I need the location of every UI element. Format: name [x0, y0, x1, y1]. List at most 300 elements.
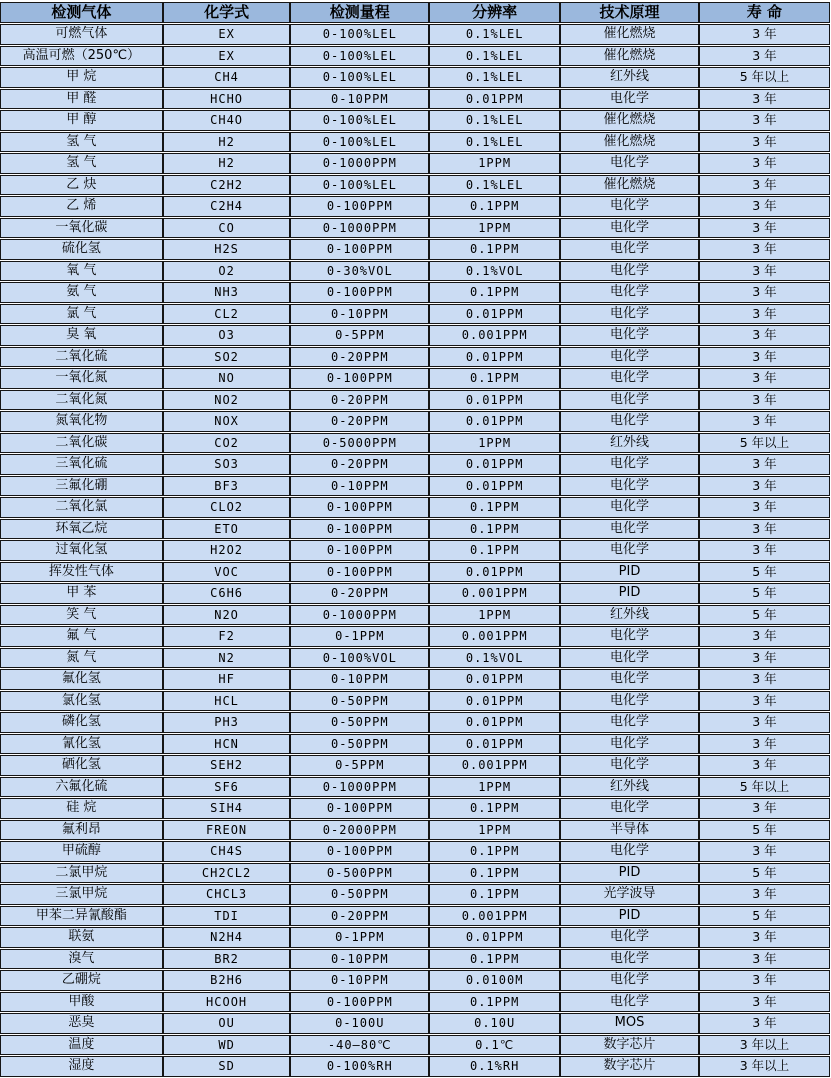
principle-cell: 电化学 [560, 626, 699, 647]
resolution-cell: 0.1%VOL [429, 261, 560, 282]
principle-cell: 电化学 [560, 669, 699, 690]
formula-cell: N2H4 [163, 927, 291, 948]
principle-cell: 催化燃烧 [560, 110, 699, 131]
range-cell: 0-1PPM [290, 626, 429, 647]
range-cell: 0-100PPM [290, 992, 429, 1013]
gas-sensor-spec-table [0, 1, 830, 1078]
gas-name-cell: 氟化氢 [0, 669, 163, 690]
life-cell: 3 年 [699, 196, 830, 217]
table-row [0, 884, 830, 905]
table-row [0, 454, 830, 475]
life-cell: 3 年 [699, 884, 830, 905]
gas-name-cell: 二氧化氮 [0, 390, 163, 411]
principle-cell: 电化学 [560, 648, 699, 669]
formula-cell: C2H4 [163, 196, 291, 217]
resolution-cell: 0.01PPM [429, 734, 560, 755]
life-cell: 3 年 [699, 1013, 830, 1034]
table-row [0, 218, 830, 239]
principle-cell: 催化燃烧 [560, 46, 699, 67]
resolution-cell: 0.0100M [429, 970, 560, 991]
formula-cell: EX [163, 46, 291, 67]
life-cell: 3 年 [699, 89, 830, 110]
life-cell: 3 年 [699, 841, 830, 862]
table-row [0, 841, 830, 862]
gas-name-cell: 高温可燃（250℃） [0, 46, 163, 67]
range-cell: 0-30%VOL [290, 261, 429, 282]
formula-cell: NO2 [163, 390, 291, 411]
life-cell: 3 年 [699, 261, 830, 282]
table-row [0, 261, 830, 282]
range-cell: 0-10PPM [290, 669, 429, 690]
table-row [0, 89, 830, 110]
range-cell: -40—80℃ [290, 1035, 429, 1056]
life-cell: 3 年 [699, 132, 830, 153]
principle-cell: 半导体 [560, 820, 699, 841]
principle-cell: 电化学 [560, 755, 699, 776]
table-row [0, 605, 830, 626]
table-row [0, 390, 830, 411]
resolution-cell: 0.001PPM [429, 755, 560, 776]
gas-name-cell: 氨 气 [0, 282, 163, 303]
principle-cell: 电化学 [560, 239, 699, 260]
resolution-cell: 0.1%RH [429, 1056, 560, 1077]
principle-cell: 电化学 [560, 970, 699, 991]
resolution-cell: 0.1PPM [429, 798, 560, 819]
resolution-cell: 0.1PPM [429, 992, 560, 1013]
range-cell: 0-100%RH [290, 1056, 429, 1077]
formula-cell: WD [163, 1035, 291, 1056]
principle-cell: 电化学 [560, 325, 699, 346]
life-cell: 3 年 [699, 325, 830, 346]
resolution-cell: 0.01PPM [429, 927, 560, 948]
principle-cell: 电化学 [560, 454, 699, 475]
table-row [0, 519, 830, 540]
principle-cell: 红外线 [560, 433, 699, 454]
life-cell: 3 年 [699, 949, 830, 970]
header-gas-name: 检测气体 [0, 2, 163, 23]
table-row [0, 970, 830, 991]
range-cell: 0-5PPM [290, 755, 429, 776]
range-cell: 0-10PPM [290, 304, 429, 325]
resolution-cell: 0.10U [429, 1013, 560, 1034]
range-cell: 0-1PPM [290, 927, 429, 948]
header-technical-principle: 技术原理 [560, 2, 699, 23]
gas-name-cell: 六氟化硫 [0, 777, 163, 798]
table-row [0, 110, 830, 131]
resolution-cell: 0.1PPM [429, 519, 560, 540]
gas-name-cell: 硫化氢 [0, 239, 163, 260]
gas-name-cell: 甲苯二异氰酸酯 [0, 906, 163, 927]
header-chemical-formula: 化学式 [163, 2, 291, 23]
life-cell: 3 年以上 [699, 1035, 830, 1056]
resolution-cell: 1PPM [429, 605, 560, 626]
resolution-cell: 0.1PPM [429, 884, 560, 905]
resolution-cell: 0.1PPM [429, 949, 560, 970]
range-cell: 0-100PPM [290, 540, 429, 561]
life-cell: 3 年 [699, 540, 830, 561]
formula-cell: F2 [163, 626, 291, 647]
gas-name-cell: 三氯甲烷 [0, 884, 163, 905]
life-cell: 3 年 [699, 648, 830, 669]
gas-name-cell: 甲 苯 [0, 583, 163, 604]
gas-name-cell: 磷化氢 [0, 712, 163, 733]
formula-cell: BF3 [163, 476, 291, 497]
range-cell: 0-100%LEL [290, 110, 429, 131]
gas-name-cell: 甲 醇 [0, 110, 163, 131]
range-cell: 0-100PPM [290, 497, 429, 518]
table-row [0, 712, 830, 733]
table-row [0, 669, 830, 690]
formula-cell: OU [163, 1013, 291, 1034]
range-cell: 0-100PPM [290, 562, 429, 583]
principle-cell: PID [560, 562, 699, 583]
range-cell: 0-100PPM [290, 239, 429, 260]
range-cell: 0-100%LEL [290, 132, 429, 153]
formula-cell: FREON [163, 820, 291, 841]
principle-cell: 电化学 [560, 304, 699, 325]
formula-cell: C6H6 [163, 583, 291, 604]
table-row [0, 476, 830, 497]
principle-cell: 电化学 [560, 368, 699, 389]
gas-name-cell: 溴气 [0, 949, 163, 970]
header-row [0, 2, 830, 23]
life-cell: 5 年 [699, 562, 830, 583]
range-cell: 0-100PPM [290, 798, 429, 819]
header-resolution: 分辨率 [429, 2, 560, 23]
gas-name-cell: 氯 气 [0, 304, 163, 325]
formula-cell: NH3 [163, 282, 291, 303]
gas-name-cell: 臭 氧 [0, 325, 163, 346]
gas-name-cell: 一氧化氮 [0, 368, 163, 389]
gas-name-cell: 湿度 [0, 1056, 163, 1077]
range-cell: 0-10PPM [290, 970, 429, 991]
formula-cell: O3 [163, 325, 291, 346]
formula-cell: H2 [163, 132, 291, 153]
resolution-cell: 0.001PPM [429, 906, 560, 927]
principle-cell: PID [560, 906, 699, 927]
table-row [0, 153, 830, 174]
table-row [0, 24, 830, 45]
principle-cell: 电化学 [560, 89, 699, 110]
table-row [0, 132, 830, 153]
range-cell: 0-20PPM [290, 347, 429, 368]
life-cell: 5 年以上 [699, 433, 830, 454]
gas-name-cell: 氯化氢 [0, 691, 163, 712]
table-row [0, 648, 830, 669]
gas-name-cell: 氢 气 [0, 132, 163, 153]
life-cell: 3 年 [699, 218, 830, 239]
formula-cell: EX [163, 24, 291, 45]
range-cell: 0-20PPM [290, 390, 429, 411]
table-row [0, 734, 830, 755]
life-cell: 3 年 [699, 175, 830, 196]
formula-cell: PH3 [163, 712, 291, 733]
formula-cell: TDI [163, 906, 291, 927]
principle-cell: 光学波导 [560, 884, 699, 905]
table-row [0, 583, 830, 604]
resolution-cell: 0.01PPM [429, 411, 560, 432]
life-cell: 3 年 [699, 476, 830, 497]
range-cell: 0-5PPM [290, 325, 429, 346]
gas-name-cell: 二氧化硫 [0, 347, 163, 368]
resolution-cell: 0.001PPM [429, 626, 560, 647]
resolution-cell: 0.1%VOL [429, 648, 560, 669]
principle-cell: 电化学 [560, 798, 699, 819]
range-cell: 0-100U [290, 1013, 429, 1034]
resolution-cell: 0.1PPM [429, 497, 560, 518]
resolution-cell: 0.1PPM [429, 239, 560, 260]
resolution-cell: 0.1PPM [429, 841, 560, 862]
formula-cell: CHCL3 [163, 884, 291, 905]
range-cell: 0-10PPM [290, 949, 429, 970]
table-row [0, 906, 830, 927]
principle-cell: 电化学 [560, 927, 699, 948]
range-cell: 0-100%LEL [290, 67, 429, 88]
gas-name-cell: 硅 烷 [0, 798, 163, 819]
formula-cell: CH2CL2 [163, 863, 291, 884]
formula-cell: NO [163, 368, 291, 389]
range-cell: 0-50PPM [290, 691, 429, 712]
gas-name-cell: 甲 烷 [0, 67, 163, 88]
gas-name-cell: 恶臭 [0, 1013, 163, 1034]
principle-cell: 电化学 [560, 841, 699, 862]
resolution-cell: 0.01PPM [429, 562, 560, 583]
life-cell: 3 年 [699, 669, 830, 690]
principle-cell: 电化学 [560, 540, 699, 561]
resolution-cell: 0.1%LEL [429, 110, 560, 131]
gas-name-cell: 氮氧化物 [0, 411, 163, 432]
gas-name-cell: 乙硼烷 [0, 970, 163, 991]
table-row [0, 562, 830, 583]
gas-name-cell: 甲 醛 [0, 89, 163, 110]
principle-cell: 电化学 [560, 734, 699, 755]
resolution-cell: 1PPM [429, 153, 560, 174]
resolution-cell: 0.1PPM [429, 368, 560, 389]
life-cell: 5 年 [699, 863, 830, 884]
header-lifespan: 寿 命 [699, 2, 830, 23]
life-cell: 3 年 [699, 304, 830, 325]
range-cell: 0-500PPM [290, 863, 429, 884]
resolution-cell: 0.1%LEL [429, 46, 560, 67]
formula-cell: CH4O [163, 110, 291, 131]
life-cell: 3 年 [699, 368, 830, 389]
table-row [0, 820, 830, 841]
gas-name-cell: 乙 炔 [0, 175, 163, 196]
formula-cell: BR2 [163, 949, 291, 970]
life-cell: 3 年 [699, 992, 830, 1013]
gas-name-cell: 甲硫醇 [0, 841, 163, 862]
formula-cell: ETO [163, 519, 291, 540]
principle-cell: 催化燃烧 [560, 175, 699, 196]
formula-cell: SD [163, 1056, 291, 1077]
range-cell: 0-1000PPM [290, 153, 429, 174]
range-cell: 0-100%VOL [290, 648, 429, 669]
principle-cell: 电化学 [560, 949, 699, 970]
life-cell: 3 年以上 [699, 1056, 830, 1077]
gas-name-cell: 氧 气 [0, 261, 163, 282]
table-row [0, 239, 830, 260]
formula-cell: NOX [163, 411, 291, 432]
gas-name-cell: 温度 [0, 1035, 163, 1056]
principle-cell: 电化学 [560, 497, 699, 518]
life-cell: 3 年 [699, 411, 830, 432]
table-row [0, 1056, 830, 1077]
resolution-cell: 1PPM [429, 433, 560, 454]
formula-cell: SO2 [163, 347, 291, 368]
formula-cell: HF [163, 669, 291, 690]
table-row [0, 282, 830, 303]
gas-name-cell: 乙 烯 [0, 196, 163, 217]
principle-cell: 电化学 [560, 411, 699, 432]
range-cell: 0-20PPM [290, 411, 429, 432]
formula-cell: O2 [163, 261, 291, 282]
principle-cell: 电化学 [560, 476, 699, 497]
principle-cell: 电化学 [560, 261, 699, 282]
life-cell: 3 年 [699, 734, 830, 755]
gas-name-cell: 三氟化硼 [0, 476, 163, 497]
life-cell: 5 年以上 [699, 67, 830, 88]
gas-name-cell: 二氧化碳 [0, 433, 163, 454]
header-detection-range: 检测量程 [290, 2, 429, 23]
resolution-cell: 0.001PPM [429, 325, 560, 346]
range-cell: 0-20PPM [290, 454, 429, 475]
gas-name-cell: 氟 气 [0, 626, 163, 647]
gas-name-cell: 氟利昂 [0, 820, 163, 841]
table-row [0, 175, 830, 196]
principle-cell: 电化学 [560, 712, 699, 733]
resolution-cell: 0.01PPM [429, 304, 560, 325]
principle-cell: 电化学 [560, 153, 699, 174]
resolution-cell: 1PPM [429, 777, 560, 798]
principle-cell: 电化学 [560, 196, 699, 217]
life-cell: 3 年 [699, 755, 830, 776]
range-cell: 0-100PPM [290, 368, 429, 389]
formula-cell: SIH4 [163, 798, 291, 819]
formula-cell: H2 [163, 153, 291, 174]
life-cell: 3 年 [699, 626, 830, 647]
life-cell: 3 年 [699, 347, 830, 368]
principle-cell: PID [560, 863, 699, 884]
gas-name-cell: 硒化氢 [0, 755, 163, 776]
life-cell: 5 年 [699, 583, 830, 604]
resolution-cell: 0.01PPM [429, 712, 560, 733]
formula-cell: CH4 [163, 67, 291, 88]
table-row [0, 626, 830, 647]
principle-cell: 电化学 [560, 218, 699, 239]
resolution-cell: 0.01PPM [429, 476, 560, 497]
range-cell: 0-20PPM [290, 906, 429, 927]
gas-name-cell: 挥发性气体 [0, 562, 163, 583]
table-row [0, 46, 830, 67]
principle-cell: 电化学 [560, 347, 699, 368]
formula-cell: CO [163, 218, 291, 239]
formula-cell: HCN [163, 734, 291, 755]
gas-name-cell: 笑 气 [0, 605, 163, 626]
life-cell: 5 年 [699, 906, 830, 927]
principle-cell: 电化学 [560, 691, 699, 712]
table-row [0, 691, 830, 712]
table-row [0, 304, 830, 325]
principle-cell: 红外线 [560, 777, 699, 798]
table-row [0, 1013, 830, 1034]
principle-cell: 数字芯片 [560, 1035, 699, 1056]
formula-cell: CO2 [163, 433, 291, 454]
formula-cell: HCHO [163, 89, 291, 110]
formula-cell: H2S [163, 239, 291, 260]
table-row [0, 755, 830, 776]
range-cell: 0-50PPM [290, 712, 429, 733]
life-cell: 3 年 [699, 282, 830, 303]
resolution-cell: 0.1PPM [429, 196, 560, 217]
range-cell: 0-100PPM [290, 841, 429, 862]
range-cell: 0-100%LEL [290, 24, 429, 45]
resolution-cell: 1PPM [429, 820, 560, 841]
life-cell: 3 年 [699, 153, 830, 174]
gas-name-cell: 二氧化氯 [0, 497, 163, 518]
table-row [0, 949, 830, 970]
table-row [0, 67, 830, 88]
life-cell: 3 年 [699, 519, 830, 540]
table-row [0, 992, 830, 1013]
principle-cell: 红外线 [560, 605, 699, 626]
gas-name-cell: 氰化氢 [0, 734, 163, 755]
gas-name-cell: 二氯甲烷 [0, 863, 163, 884]
principle-cell: 电化学 [560, 992, 699, 1013]
range-cell: 0-5000PPM [290, 433, 429, 454]
range-cell: 0-20PPM [290, 583, 429, 604]
formula-cell: N2O [163, 605, 291, 626]
table-row [0, 777, 830, 798]
resolution-cell: 0.01PPM [429, 347, 560, 368]
table-row [0, 196, 830, 217]
formula-cell: SEH2 [163, 755, 291, 776]
life-cell: 3 年 [699, 110, 830, 131]
gas-name-cell: 甲酸 [0, 992, 163, 1013]
range-cell: 0-50PPM [290, 884, 429, 905]
resolution-cell: 0.1%LEL [429, 175, 560, 196]
range-cell: 0-10PPM [290, 476, 429, 497]
life-cell: 5 年 [699, 820, 830, 841]
resolution-cell: 0.1%LEL [429, 67, 560, 88]
gas-name-cell: 氢 气 [0, 153, 163, 174]
formula-cell: CL2 [163, 304, 291, 325]
life-cell: 3 年 [699, 454, 830, 475]
formula-cell: CH4S [163, 841, 291, 862]
resolution-cell: 0.1PPM [429, 863, 560, 884]
gas-name-cell: 一氧化碳 [0, 218, 163, 239]
life-cell: 5 年以上 [699, 777, 830, 798]
range-cell: 0-10PPM [290, 89, 429, 110]
life-cell: 3 年 [699, 390, 830, 411]
life-cell: 3 年 [699, 239, 830, 260]
table-row [0, 540, 830, 561]
principle-cell: 红外线 [560, 67, 699, 88]
table-row [0, 863, 830, 884]
formula-cell: CLO2 [163, 497, 291, 518]
gas-name-cell: 氮 气 [0, 648, 163, 669]
life-cell: 3 年 [699, 970, 830, 991]
principle-cell: PID [560, 583, 699, 604]
formula-cell: B2H6 [163, 970, 291, 991]
formula-cell: SF6 [163, 777, 291, 798]
gas-name-cell: 联氨 [0, 927, 163, 948]
resolution-cell: 0.01PPM [429, 691, 560, 712]
range-cell: 0-1000PPM [290, 777, 429, 798]
principle-cell: 数字芯片 [560, 1056, 699, 1077]
gas-name-cell: 三氧化硫 [0, 454, 163, 475]
range-cell: 0-100PPM [290, 196, 429, 217]
formula-cell: HCL [163, 691, 291, 712]
